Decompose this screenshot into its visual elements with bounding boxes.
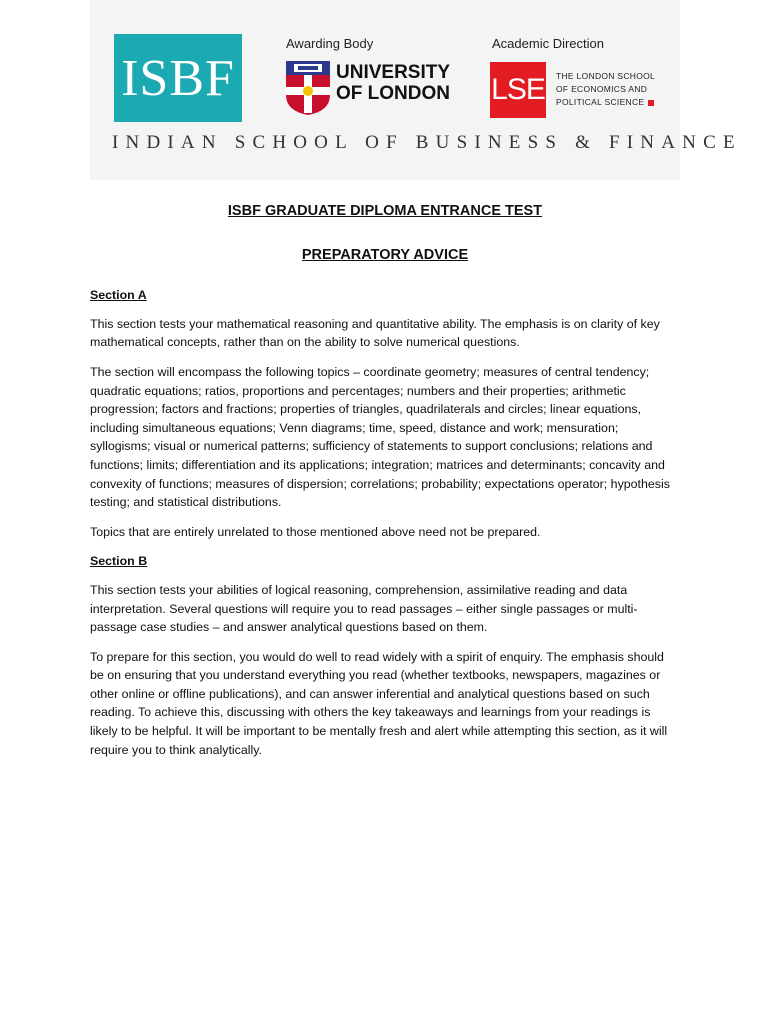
lse-name-line-2: OF ECONOMICS AND	[556, 84, 648, 94]
awarding-body-label: Awarding Body	[286, 36, 374, 51]
document-subtitle: PREPARATORY ADVICE	[301, 246, 469, 263]
university-name-line-1: UNIVERSITY	[336, 62, 451, 83]
lse-square-icon	[648, 100, 654, 106]
university-of-london-name	[336, 62, 450, 104]
section-a-heading: Section A	[90, 288, 147, 303]
lse-name-line-3-wrap	[556, 96, 655, 109]
lse-name-line-1: THE LONDON SCHOOL	[556, 71, 656, 81]
university-of-london-crest-icon	[286, 61, 330, 115]
isbf-logo: ISBF	[114, 34, 242, 122]
section-b-paragraph-2: To prepare for this section, you would do well to read widely with a spirit of enquiry. The emphasis should be on ensuring that you understand everything you read (whether textbooks, newspapers, magazines or other online or offline publications), and can answer inferential and analytical questions based on such reading. To achieve this, discussing with others the key takeaways and learnings from your readings is likely to be helpful. It will be important to be mentally fresh and alert while attempting this section, as it will require you to think analytically.	[90, 649, 668, 757]
lse-name-line-3: POLITICAL SCIENCE	[556, 97, 645, 107]
university-name-line-2: OF LONDON	[336, 83, 450, 104]
section-b-paragraph-1: This section tests your abilities of logical reasoning, comprehension, assimilative reading and data interpretation. Several questions will require you to read passages – either single passages or multi-passage case studies – and answer analytical questions based on them.	[90, 582, 638, 635]
lse-logo: LSE	[490, 62, 546, 118]
document-title: ISBF GRADUATE DIPLOMA ENTRANCE TEST	[227, 203, 543, 219]
academic-direction-label: Academic Direction	[492, 36, 604, 51]
section-a-paragraph-1: This section tests your mathematical reasoning and quantitative ability. The emphasis is on clarity of key mathematical concepts, rather than on the ability to solve numerical questions.	[90, 316, 660, 350]
institution-tagline: INDIAN SCHOOL OF BUSINESS & FINANCE	[112, 132, 742, 153]
lse-full-name	[556, 70, 655, 109]
section-a-paragraph-2: The section will encompass the following topics – coordinate geometry; measures of central tendency; quadratic equations; ratios, proportions and percentages; numbers and their properties; arithmetic progression; factors and fractions; properties of triangles, quadrilaterals and circles; linear equations, including simultaneous equations; Venn diagrams; time, speed, distance and work; mensuration; syllogisms; visual or numerical patterns; sufficiency of statements to support conclusions; relations and functions; limits; differentiation and its applications; integration; matrices and determinants; concavity and convexity of functions; measures of dispersion; correlations; probability; expectations operator; hypothesis testing; and statistical distributions.	[90, 364, 670, 510]
section-a-paragraph-3: Topics that are entirely unrelated to those mentioned above need not be prepared.	[90, 524, 541, 539]
section-b-heading: Section B	[90, 554, 148, 569]
document-body	[90, 200, 680, 770]
